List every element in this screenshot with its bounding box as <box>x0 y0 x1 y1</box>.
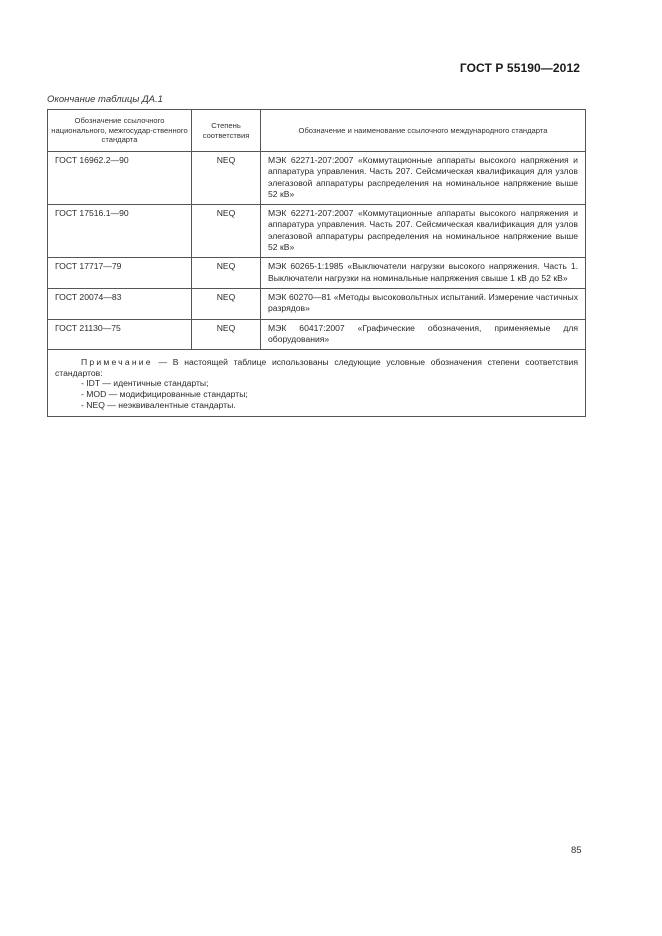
column-header-international-standard: Обозначение и наименование ссылочного международного стандарта <box>261 110 586 152</box>
international-standard-cell: МЭК 62271-207:2007 «Коммутационные аппараты высокого напряжения и аппаратура управления. Часть 207. Сейсмическая квалификация для узлов элегазовой аппаратуры распределения на номинальное напряжение выше 52 кВ» <box>261 152 586 205</box>
national-standard-cell: ГОСТ 17516.1—90 <box>48 205 192 258</box>
international-standard-cell: МЭК 60265-1:1985 «Выключатели нагрузки высокого напряжения. Часть 1. Выключатели нагрузки на номинальные напряжения свыше 1 кВ до 52 кВ» <box>261 258 586 289</box>
table-row <box>48 205 586 258</box>
table-caption: Окончание таблицы ДА.1 <box>47 94 163 105</box>
note-item-mod: - MOD — модифицированные стандарты; <box>81 388 248 399</box>
table-header-row <box>48 110 586 152</box>
degree-cell: NEQ <box>192 319 261 350</box>
note-label: Примечание <box>81 357 153 368</box>
national-standard-cell: ГОСТ 16962.2—90 <box>48 152 192 205</box>
note-intro <box>55 357 578 378</box>
degree-cell: NEQ <box>192 258 261 289</box>
table-row <box>48 288 586 319</box>
column-header-national-standard: Обозначение ссылочного национального, межгосудар-ственного стандарта <box>48 110 192 152</box>
degree-cell: NEQ <box>192 152 261 205</box>
standards-table <box>47 109 586 417</box>
international-standard-cell: МЭК 60417:2007 «Графические обозначения, применяемые для оборудования» <box>261 319 586 350</box>
table-note-row <box>48 350 586 417</box>
note-item-neq: - NEQ — неэквивалентные стандарты. <box>81 399 236 410</box>
column-header-degree: Степень соответствия <box>192 110 261 152</box>
national-standard-cell: ГОСТ 21130—75 <box>48 319 192 350</box>
degree-cell: NEQ <box>192 205 261 258</box>
international-standard-cell: МЭК 62271-207:2007 «Коммутационные аппараты высокого напряжения и аппаратура управления. Часть 207. Сейсмическая квалификация для узлов элегазовой аппаратуры распределения на номинальное напряжение выше 52 кВ» <box>261 205 586 258</box>
national-standard-cell: ГОСТ 17717—79 <box>48 258 192 289</box>
table-row <box>48 319 586 350</box>
page-number: 85 <box>571 845 582 856</box>
note-text: — В настоящей таблице использованы следующие условные обозначения степени соответствия стандартов: <box>55 357 578 378</box>
document-header-id: ГОСТ Р 55190—2012 <box>459 61 580 75</box>
degree-cell: NEQ <box>192 288 261 319</box>
table-row <box>48 258 586 289</box>
international-standard-cell: МЭК 60270—81 «Методы высоковольтных испытаний. Измерение частичных разрядов» <box>261 288 586 319</box>
national-standard-cell: ГОСТ 20074—83 <box>48 288 192 319</box>
table-row <box>48 152 586 205</box>
table-note <box>48 350 586 417</box>
note-item-idt: - IDT — идентичные стандарты; <box>81 378 209 389</box>
